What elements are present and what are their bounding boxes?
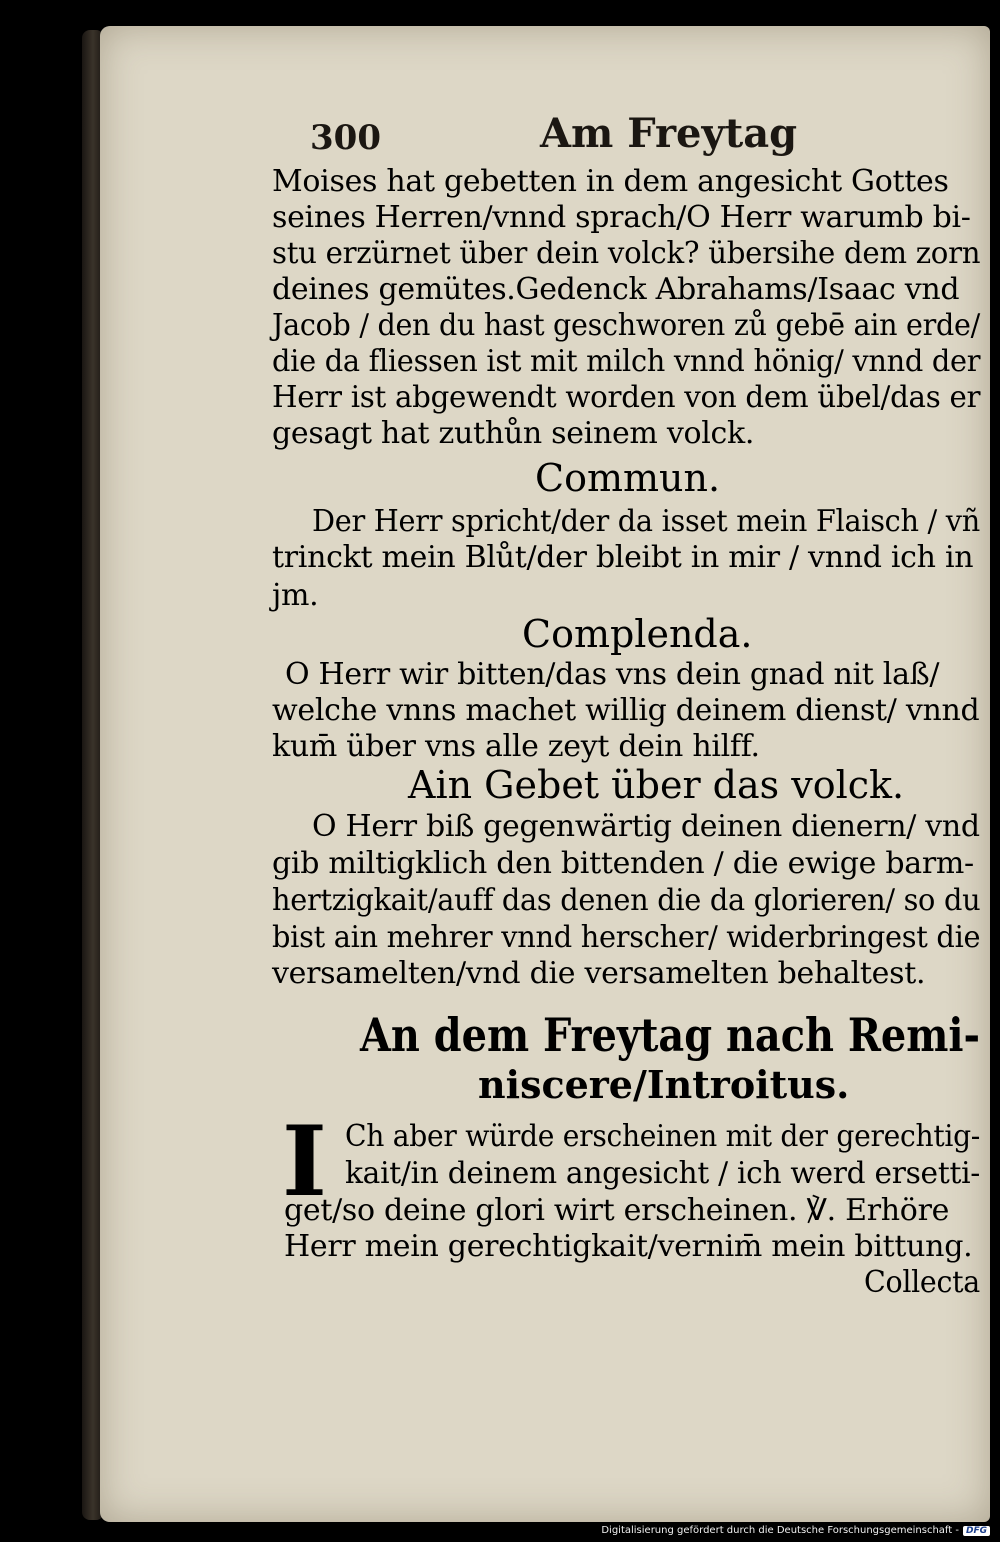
text-line: versamelten/vnd die versamelten behaltest. [272, 956, 926, 991]
dfg-logo-icon: DFG [963, 1526, 990, 1536]
text-line: O Herr biß gegenwärtig deinen dienern/ vnd [312, 809, 980, 844]
text-line: welche vnns machet willig deinem dienst/ vnnd [272, 693, 980, 728]
text-line: get/so deine glori wirt erscheinen. ℣. Erhöre [284, 1193, 950, 1228]
text-line: Herr mein gerechtigkait/vernim̄ mein bittung. [284, 1229, 973, 1264]
text-line: Der Herr spricht/der da isset mein Flaisch / vñ [312, 504, 980, 539]
text-line: gib miltigklich den bittenden / die ewige barm- [272, 846, 974, 881]
text-line: Ch aber würde erscheinen mit der gerechtig- [345, 1119, 981, 1154]
digitization-credit [601, 1525, 990, 1536]
text-line: kait/in deinem angesicht / ich werd ersetti- [345, 1156, 980, 1191]
text-line: Moises hat gebetten in dem angesicht Gottes [272, 164, 949, 199]
text-line: seines Herren/vnnd sprach/O Herr warumb bi- [272, 200, 971, 235]
section-heading-commun: Commun. [535, 456, 721, 500]
text-line: trinckt mein Blůt/der bleibt in mir / vnnd ich in [272, 540, 974, 575]
section-title-continued: niscere/Introitus. [478, 1062, 850, 1107]
text-line: kum̄ über vns alle zeyt dein hilff. [272, 729, 760, 764]
running-title: Am Freytag [540, 110, 798, 157]
page-number: 300 [310, 118, 381, 158]
text-line: Jacob / den du hast geschworen zů gebē ain erde/ [272, 308, 980, 343]
running-header [168, 108, 968, 166]
text-line: O Herr wir bitten/das vns dein gnad nit laß/ [285, 657, 940, 692]
text-line: hertzigkait/auff das denen die da glorieren/ so du [272, 883, 981, 918]
section-title: An dem Freytag nach Remi- [360, 1008, 981, 1062]
drop-capital: I [282, 1105, 327, 1218]
page-text [168, 108, 968, 166]
text-line: jm. [272, 578, 319, 613]
credit-text: Digitalisierung gefördert durch die Deutsche Forschungsgemeinschaft - [601, 1525, 959, 1536]
text-line: Herr ist abgewendt worden von dem übel/das er [272, 380, 981, 415]
section-heading-complenda: Complenda. [522, 612, 753, 656]
text-line: stu erzürnet über dein volck? übersihe dem zorn [272, 236, 981, 271]
text-line: deines gemütes.Gedenck Abrahams/Isaac vnd [272, 272, 960, 307]
text-line: bist ain mehrer vnnd herscher/ widerbringest die [272, 920, 981, 955]
text-line: die da fliessen ist mit milch vnnd hönig/ vnnd der [272, 344, 981, 379]
catchword: Collecta [864, 1265, 980, 1300]
section-heading-gebet: Ain Gebet über das volck. [408, 763, 905, 807]
text-line: gesagt hat zuthůn seinem volck. [272, 416, 755, 451]
